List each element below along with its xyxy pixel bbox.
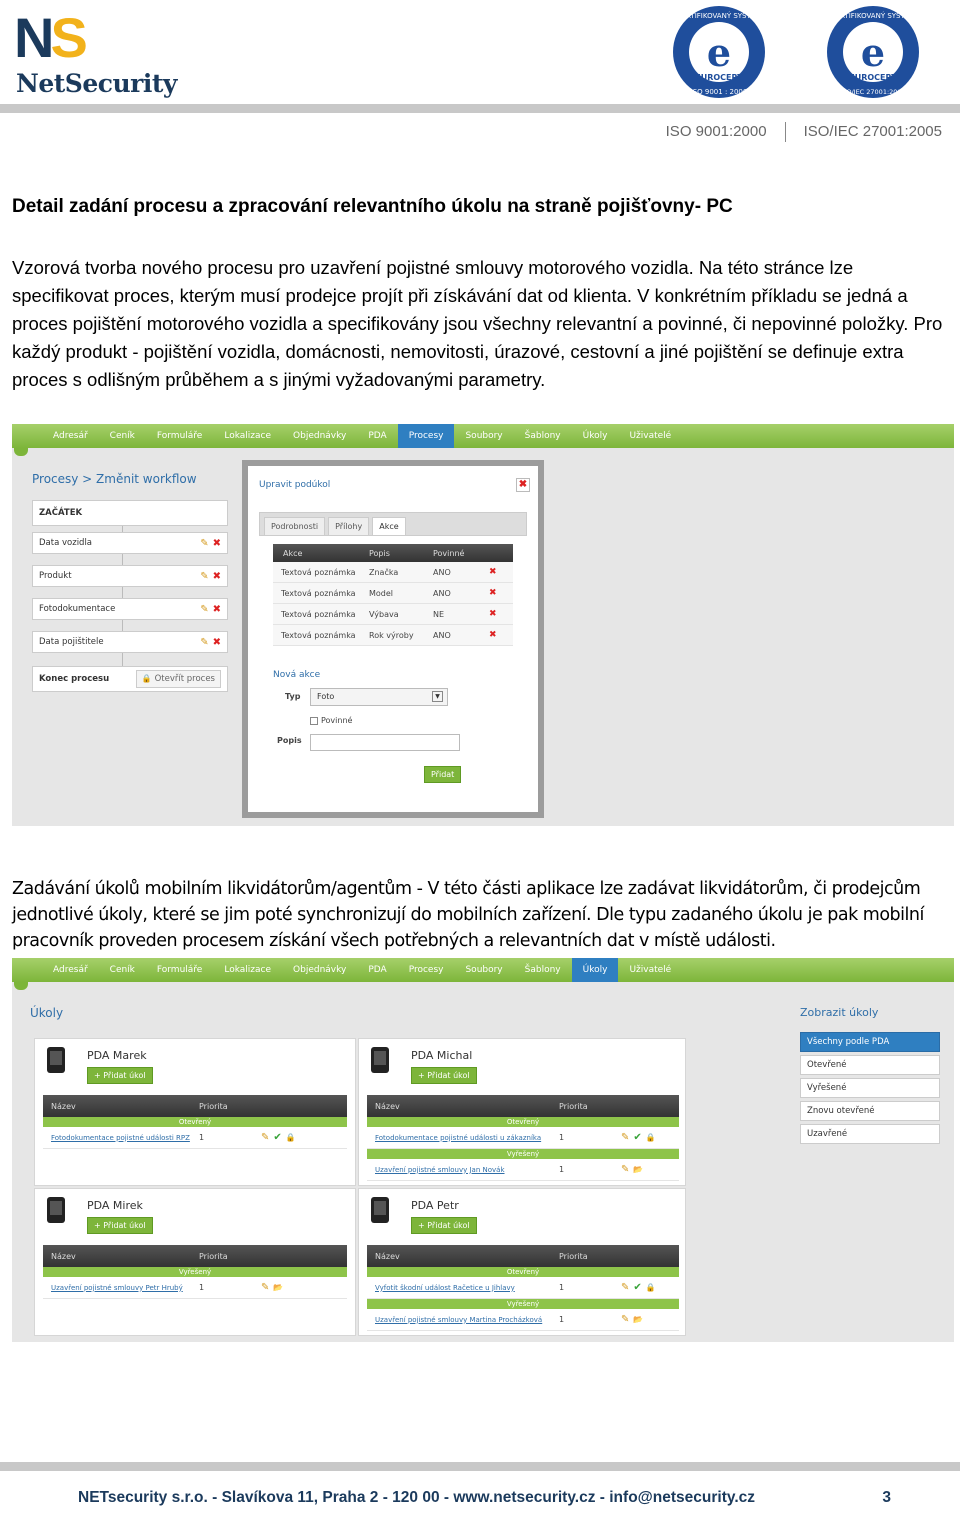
status-group-label: Otevřený	[367, 1117, 679, 1127]
company-logo	[14, 6, 184, 100]
phone-icon	[371, 1197, 389, 1223]
tab-details[interactable]: Podrobnosti	[264, 517, 325, 535]
type-select[interactable]: Foto ▼	[310, 688, 448, 706]
svg-text:CERTIFIKOVANÝ SYSTÉM: CERTIFIKOVANÝ SYSTÉM	[830, 12, 916, 20]
table-row[interactable]: Textová poznámka Model ANO ✖	[273, 583, 513, 604]
app-navbar	[12, 424, 954, 448]
nav-item[interactable]: Adresář	[53, 965, 88, 975]
delete-icon[interactable]: ✖	[489, 567, 497, 577]
nav-item[interactable]: Lokalizace	[224, 965, 272, 975]
nav-item[interactable]: Úkoly	[572, 958, 619, 982]
svg-text:ISO/IEC 27001:2005: ISO/IEC 27001:2005	[840, 88, 906, 96]
phone-icon	[47, 1197, 65, 1223]
tasks-table	[43, 1095, 347, 1149]
filter-item[interactable]: Otevřené	[800, 1055, 940, 1075]
workflow-step[interactable]: Fotodokumentace ✎ ✖	[32, 598, 228, 620]
intro-paragraph: Vzorová tvorba nového procesu pro uzavření pojistné smlouvy motorového vozidla. Na této stránce lze specifikovat proces, kterým musí prodejce projít při získávání dat od klienta. V konkrétním příkladu se jedná a proces pojištění motorového vozidla a specifikovány jsou všechny relevantní a povinné, či nepovinné položky. Pro každý produkt - pojištění vozidla, domácnosti, nemovitosti, úrazové, cestovní a jiné pojištění se definuje extra proces s odlišným průběhem a s jinými vyžadovanými parametry.	[12, 257, 943, 390]
step-connector	[122, 653, 123, 666]
footer-contact: NETsecurity s.r.o. - Slavíkova 11, Praha 2 - 120 00 - www.netsecurity.cz - info@netsecurity.cz	[78, 1489, 755, 1506]
task-row[interactable]: Uzavření pojistné smlouvy Jan Novák 1 ✎ 📂	[367, 1159, 679, 1181]
workflow-step[interactable]: Data vozidla ✎ ✖	[32, 532, 228, 554]
chevron-down-icon: ▼	[432, 691, 443, 702]
check-icon[interactable]: ✔	[633, 1282, 642, 1293]
iso-9001-label: ISO 9001:2000	[665, 123, 767, 140]
pencil-icon[interactable]: ✎	[621, 1282, 630, 1293]
status-group-label: Vyřešený	[367, 1299, 679, 1309]
nav-item[interactable]: Uživatelé	[629, 431, 672, 441]
dialog-title: Upravit podúkol	[259, 480, 331, 490]
delete-icon[interactable]: ✖	[489, 630, 497, 640]
phone-icon	[371, 1047, 389, 1073]
nav-item[interactable]: Ceník	[109, 965, 135, 975]
logo-mark: NS	[14, 6, 84, 69]
logo-brand: NetSecurity	[16, 69, 177, 98]
lock-icon[interactable]: 🔒	[285, 1133, 296, 1142]
svg-text:e: e	[860, 30, 886, 75]
iso-certifications	[666, 122, 942, 142]
pda-card	[34, 1038, 356, 1186]
iso-separator	[785, 122, 786, 142]
pencil-icon[interactable]: ✎	[261, 1132, 270, 1143]
pencil-icon[interactable]: ✎	[200, 636, 209, 648]
filter-item[interactable]: Uzavřené	[800, 1124, 940, 1144]
folder-icon[interactable]: 📂	[633, 1315, 644, 1324]
step-connector	[122, 620, 123, 631]
step-connector	[122, 587, 123, 598]
open-process-button[interactable]: 🔒 Otevřít proces	[136, 670, 221, 688]
delete-icon[interactable]: ✖	[212, 537, 221, 549]
status-group-label: Otevřený	[43, 1117, 347, 1127]
footer	[78, 1488, 891, 1508]
nav-item[interactable]: Formuláře	[156, 431, 203, 441]
workflow-step[interactable]: Konec procesu 🔒 Otevřít proces	[32, 666, 228, 692]
check-icon[interactable]: ✔	[273, 1132, 282, 1143]
task-row[interactable]: Uzavření pojistné smlouvy Petr Hrubý 1 ✎ 📂	[43, 1277, 347, 1299]
nav-item[interactable]: Objednávky	[293, 431, 347, 441]
svg-text:ISO 9001 : 2000: ISO 9001 : 2000	[690, 88, 748, 96]
nav-item[interactable]: PDA	[368, 965, 387, 975]
nav-item[interactable]: Lokalizace	[224, 431, 272, 441]
edit-subtask-dialog	[242, 460, 544, 818]
add-action-button[interactable]: Přidat	[424, 766, 461, 783]
description-input[interactable]	[310, 734, 460, 751]
delete-icon[interactable]: ✖	[212, 603, 221, 615]
delete-icon[interactable]: ✖	[489, 588, 497, 598]
table-header: Název Priorita	[43, 1245, 347, 1267]
svg-text:CERTIFIKOVANÝ SYSTÉM: CERTIFIKOVANÝ SYSTÉM	[676, 12, 762, 20]
status-group-label: Vyřešený	[43, 1267, 347, 1277]
page-number: 3	[882, 1489, 891, 1506]
folder-icon[interactable]: 📂	[273, 1283, 284, 1292]
tasks-heading: Úkoly	[30, 1006, 64, 1020]
pda-card	[34, 1188, 356, 1336]
delete-icon[interactable]: ✖	[489, 609, 497, 619]
workflow-screenshot	[12, 424, 954, 826]
add-task-button[interactable]: + Přidat úkol	[87, 1217, 153, 1234]
table-row[interactable]: Textová poznámka Značka ANO ✖	[273, 562, 513, 583]
nav-item[interactable]: Ceník	[109, 431, 135, 441]
dialog-tabs	[259, 512, 527, 536]
add-task-button[interactable]: + Přidat úkol	[411, 1217, 477, 1234]
lock-icon[interactable]: 🔒	[645, 1283, 656, 1292]
nav-item[interactable]: Šablony	[524, 431, 561, 441]
add-task-button[interactable]: + Přidat úkol	[87, 1067, 153, 1084]
pencil-icon[interactable]: ✎	[621, 1132, 630, 1143]
tasks-screenshot	[12, 958, 954, 1342]
delete-icon[interactable]: ✖	[212, 570, 221, 582]
svg-text:e: e	[706, 30, 732, 75]
header-divider	[0, 104, 960, 113]
svg-text:EUROCERT: EUROCERT	[695, 73, 743, 82]
nav-item[interactable]: Adresář	[53, 431, 88, 441]
pda-name: PDA Marek	[87, 1049, 147, 1062]
workflow-step[interactable]: Data pojištitele ✎ ✖	[32, 631, 228, 653]
close-icon[interactable]: ✖	[516, 478, 530, 492]
lock-icon: 🔒	[141, 674, 152, 683]
nav-item[interactable]: Procesy	[408, 965, 444, 975]
nav-item[interactable]: Úkoly	[582, 431, 608, 441]
svg-text:EUROCERT: EUROCERT	[849, 73, 897, 82]
table-header: Název Priorita	[367, 1245, 679, 1267]
workflow-step[interactable]: ZAČÁTEK	[32, 500, 228, 526]
step-connector	[122, 554, 123, 565]
phone-icon	[47, 1047, 65, 1073]
pencil-icon[interactable]: ✎	[200, 570, 209, 582]
table-header: Název Priorita	[367, 1095, 679, 1117]
breadcrumb: Procesy > Změnit workflow	[32, 472, 197, 486]
filter-item[interactable]: Vyřešené	[800, 1078, 940, 1098]
pencil-icon[interactable]: ✎	[200, 603, 209, 615]
nav-item[interactable]: Formuláře	[156, 965, 203, 975]
folder-icon[interactable]: 📂	[633, 1165, 644, 1174]
nav-item[interactable]: Šablony	[524, 965, 561, 975]
status-group-label: Otevřený	[367, 1267, 679, 1277]
lock-icon[interactable]: 🔒	[645, 1133, 656, 1142]
checkbox-icon	[310, 717, 318, 725]
tasks-paragraph: Zadávání úkolů mobilním likvidátorům/agentům - V této části aplikace lze zadávat likvidátorům, či prodejcům jednotlivé úkoly, které se jim poté synchronizují do mobilních zařízení. Dle typu zadaného úkolu je pak mobilní pracovník proveden procesem získání všech potřebných a relevantních dat v místě události.	[12, 879, 924, 951]
delete-icon[interactable]: ✖	[212, 636, 221, 648]
nav-item[interactable]: Procesy	[398, 424, 455, 448]
tasks-table	[367, 1245, 679, 1331]
filter-item[interactable]: Všechny podle PDA	[800, 1032, 940, 1052]
pda-card	[358, 1038, 686, 1186]
tab-actions[interactable]: Akce	[372, 517, 405, 535]
nav-item[interactable]: Soubory	[465, 431, 503, 441]
table-row[interactable]: Textová poznámka Výbava NE ✖	[273, 604, 513, 625]
actions-table	[273, 544, 513, 646]
nav-item[interactable]: Objednávky	[293, 965, 347, 975]
pda-name: PDA Petr	[411, 1199, 459, 1212]
table-header: Akce Popis Povinné	[273, 544, 513, 562]
add-task-button[interactable]: + Přidat úkol	[411, 1067, 477, 1084]
new-action-heading: Nová akce	[273, 670, 321, 680]
pda-name: PDA Mirek	[87, 1199, 143, 1212]
status-group-label: Vyřešený	[367, 1149, 679, 1159]
task-row[interactable]: Vyfotit škodní událost Račetice u Jihlavy 1 ✎ ✔ 🔒	[367, 1277, 679, 1299]
app-navbar	[12, 958, 954, 982]
task-row[interactable]: Uzavření pojistné smlouvy Martina Procházková 1 ✎ 📂	[367, 1309, 679, 1331]
pda-name: PDA Michal	[411, 1049, 473, 1062]
task-row[interactable]: Fotodokumentace pojistné události u zákazníka 1 ✎ ✔ 🔒	[367, 1127, 679, 1149]
task-row[interactable]: Fotodokumentace pojistné události RPZ 1 ✎ ✔ 🔒	[43, 1127, 347, 1149]
nav-item[interactable]: PDA	[368, 431, 387, 441]
eurocert-seal-iso27001	[825, 4, 921, 100]
description-label: Popis	[277, 736, 302, 745]
tasks-table	[43, 1245, 347, 1299]
type-label: Typ	[285, 692, 301, 701]
table-row[interactable]: Textová poznámka Rok výroby ANO ✖	[273, 625, 513, 646]
footer-divider	[0, 1462, 960, 1471]
page-title: Detail zadání procesu a zpracování relevantního úkolu na straně pojišťovny- PC	[12, 196, 733, 217]
pencil-icon[interactable]: ✎	[621, 1314, 630, 1325]
check-icon[interactable]: ✔	[633, 1132, 642, 1143]
show-tasks-heading: Zobrazit úkoly	[800, 1006, 879, 1019]
table-header: Název Priorita	[43, 1095, 347, 1117]
pda-card	[358, 1188, 686, 1336]
pencil-icon[interactable]: ✎	[621, 1164, 630, 1175]
filter-item[interactable]: Znovu otevřené	[800, 1101, 940, 1121]
nav-item[interactable]: Uživatelé	[629, 965, 672, 975]
required-checkbox[interactable]: Povinné	[310, 716, 352, 725]
pencil-icon[interactable]: ✎	[200, 537, 209, 549]
iso-27001-label: ISO/IEC 27001:2005	[803, 123, 942, 140]
workflow-step[interactable]: Produkt ✎ ✖	[32, 565, 228, 587]
nav-item[interactable]: Soubory	[465, 965, 503, 975]
eurocert-seal-iso9001	[671, 4, 767, 100]
tab-attachments[interactable]: Přílohy	[328, 517, 369, 535]
pencil-icon[interactable]: ✎	[261, 1282, 270, 1293]
tasks-table	[367, 1095, 679, 1181]
